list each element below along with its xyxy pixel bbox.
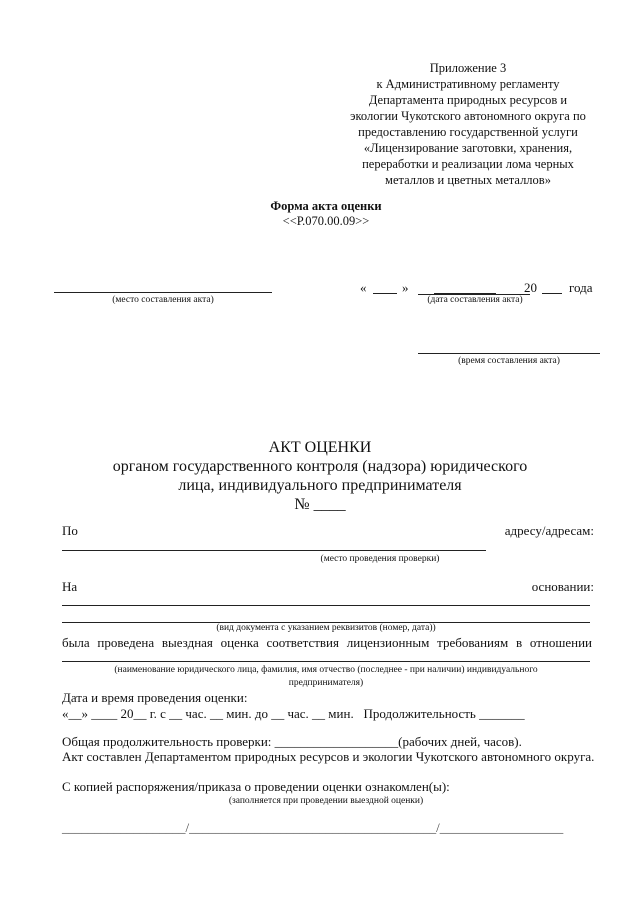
appendix-line: предоставлению государственной услуги (358, 125, 578, 139)
appendix-line: «Лицензирование заготовки, хранения, (363, 141, 573, 155)
date-day-line (373, 293, 397, 294)
inspection-text: была проведена выездная оценка соответствия лицензионным требованиям в отношении (62, 635, 592, 650)
place-line (54, 292, 272, 293)
address-right-label: адресу/адресам: (504, 523, 594, 538)
basis-right-label: основании: (531, 579, 594, 594)
date-quote-open: « (360, 280, 367, 295)
basis-label: На (62, 579, 78, 594)
duration-text: Общая продолжительность проверки: ___________________(рабочих дней, часов). (62, 734, 522, 749)
signature-line: ___________________/______________________________________/___________________ (62, 820, 564, 835)
appendix-block (318, 60, 618, 188)
appendix-line: переработки и реализации лома черных (362, 157, 574, 171)
appendix-line: к Административному регламенту (376, 77, 560, 91)
inspection-caption-1: (наименование юридического лица, фамилия, имя отчество (последнее - при наличии) индивидуального (114, 665, 538, 675)
date-year-prefix: 20 (524, 280, 537, 295)
time-line (418, 353, 600, 354)
form-code: <<Р.070.00.09>> (282, 214, 370, 228)
familiarized-caption: (заполняется при проведении выездной оценки) (228, 796, 424, 806)
date-caption: (дата составления акта) (427, 295, 523, 305)
date-year-line (542, 293, 562, 294)
act-subtitle-line2: лица, индивидуального предпринимателя (178, 477, 462, 494)
inspection-caption-2: предпринимателя) (288, 678, 364, 688)
act-subtitle-line1: органом государственного контроля (надзора) юридического (112, 458, 528, 475)
inspection-line (62, 661, 590, 662)
form-title: Форма акта оценки (270, 199, 382, 213)
basis-line-1 (62, 605, 590, 606)
composed-text: Акт составлен Департаментом природных ресурсов и экологии Чукотского автономного округа. (62, 749, 595, 764)
place-caption: (место составления акта) (112, 295, 214, 305)
time-caption: (время составления акта) (458, 356, 560, 366)
familiarized-text: С копией распоряжения/приказа о проведении оценки ознакомлен(ы): (62, 779, 450, 794)
datetime-label: Дата и время проведения оценки: (62, 690, 248, 705)
address-label: По (62, 523, 78, 538)
date-quote-close: » (402, 280, 409, 295)
act-number: № ____ (294, 496, 346, 513)
address-line (62, 550, 486, 551)
appendix-line: Департамента природных ресурсов и (368, 93, 568, 107)
appendix-line: экологии Чукотского автономного округа по (350, 109, 586, 123)
appendix-line: металлов и цветных металлов» (385, 173, 551, 187)
act-title: АКТ ОЦЕНКИ (268, 439, 372, 456)
address-caption: (место проведения проверки) (320, 554, 440, 564)
datetime-line: «__» ____ 20__ г. с __ час. __ мин. до __ час. __ мин. Продолжительность _______ (62, 706, 525, 721)
appendix-line: Приложение 3 (429, 61, 507, 75)
date-year-suffix: года (569, 280, 593, 295)
basis-caption: (вид документа с указанием реквизитов (номер, дата)) (216, 623, 436, 633)
